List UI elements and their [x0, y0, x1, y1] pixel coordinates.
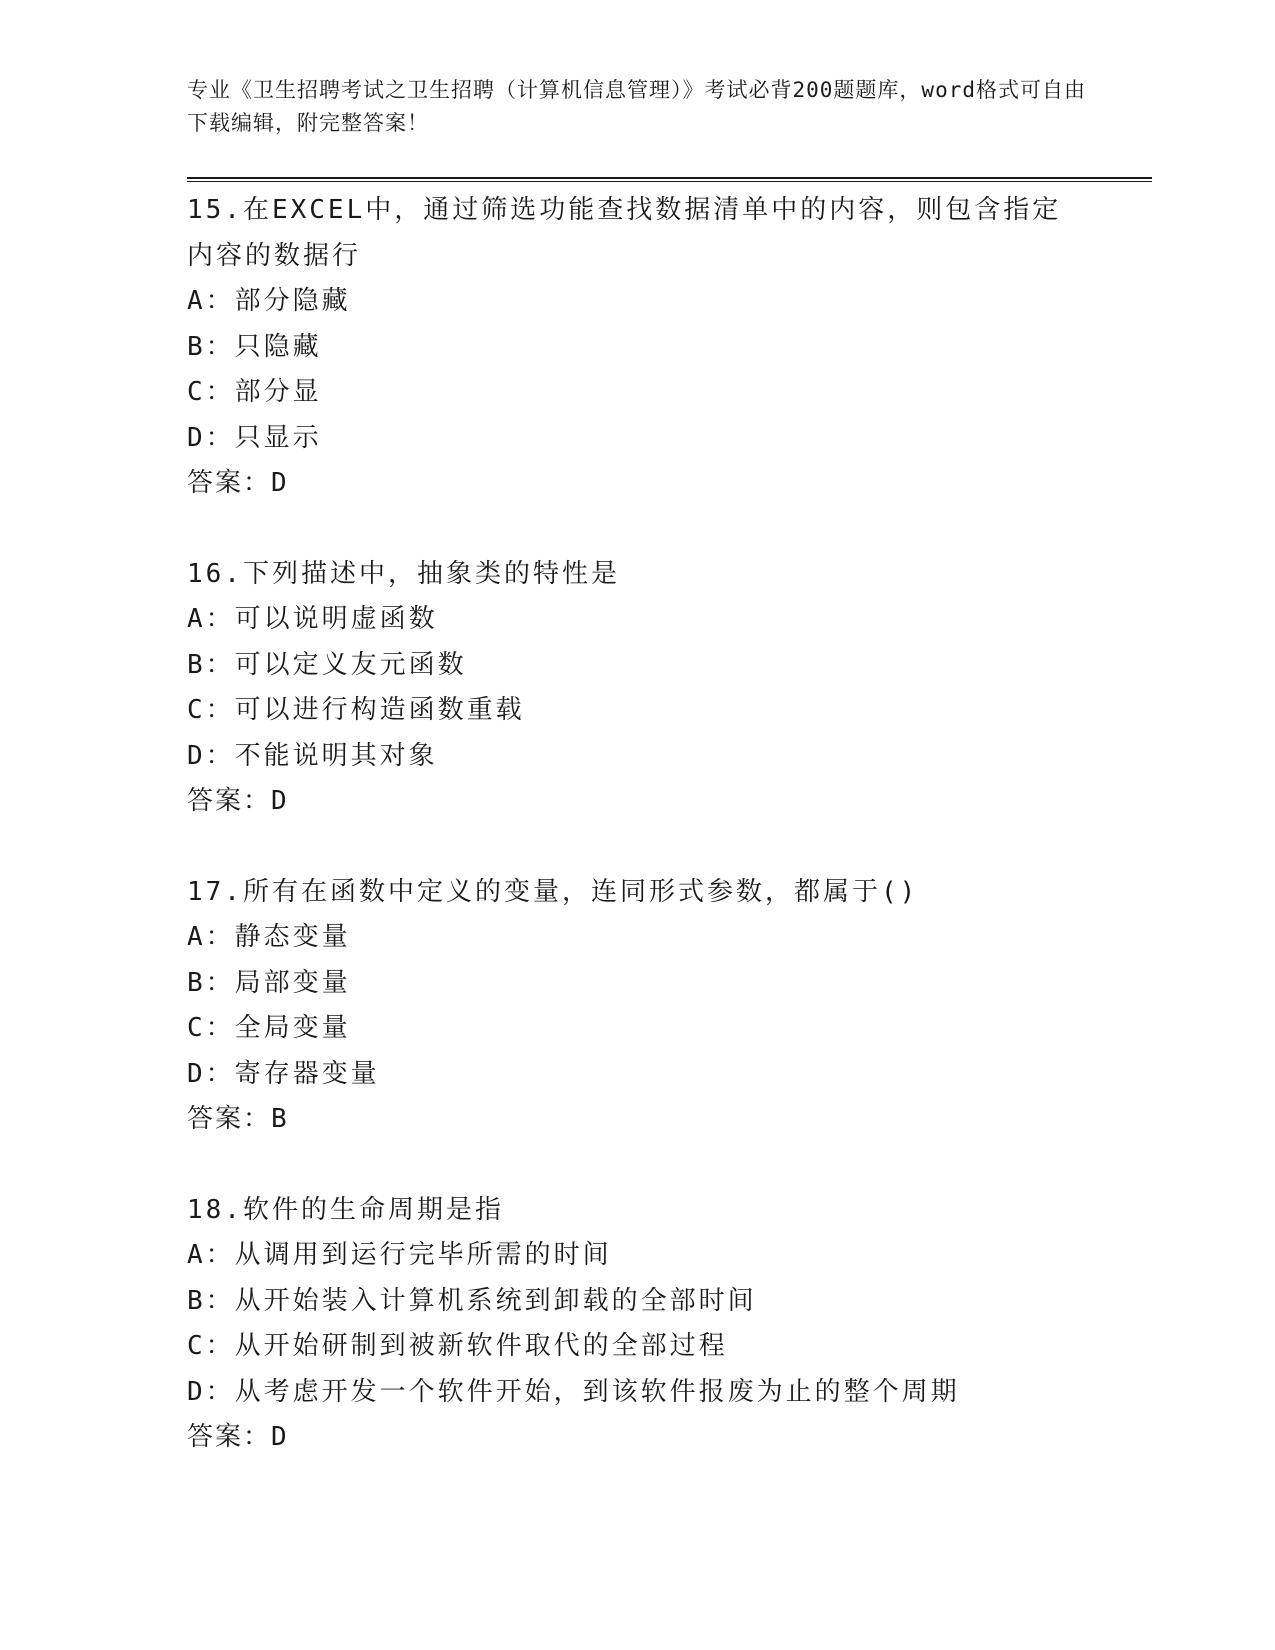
answer-value: D: [271, 786, 288, 816]
option-d: D：寄存器变量: [187, 1058, 380, 1089]
answer-line: [187, 461, 1107, 507]
option-b: B：只隐藏: [187, 331, 322, 362]
option-d: D：从考虑开发一个软件开始，到该软件报废为止的整个周期: [187, 1376, 960, 1407]
question-15: [187, 188, 1107, 507]
answer-value: D: [271, 468, 288, 498]
question-17: [187, 870, 1107, 1143]
option-d: D：不能说明其对象: [187, 740, 438, 771]
answer-label: 答案：: [187, 1104, 272, 1134]
option-c: C：可以进行构造函数重载: [187, 695, 525, 725]
option-a: A：部分隐藏: [187, 286, 351, 316]
option-b: B：局部变量: [187, 967, 351, 998]
answer-line: [187, 1415, 1107, 1461]
option-c: C：从开始研制到被新软件取代的全部过程: [187, 1331, 728, 1361]
option-b: B：可以定义友元函数: [187, 649, 467, 680]
option-b: B：从开始装入计算机系统到卸载的全部时间: [187, 1285, 757, 1316]
option-d: D：只显示: [187, 422, 322, 453]
header-divider-thin: [187, 181, 1152, 182]
question-stem: 17.所有在函数中定义的变量，连同形式参数，都属于(): [187, 876, 919, 907]
question-stem: 16.下列描述中，抽象类的特性是: [187, 558, 620, 589]
option-a: A：从调用到运行完毕所需的时间: [187, 1240, 612, 1270]
question-stem: 18.软件的生命周期是指: [187, 1194, 504, 1225]
option-c: C：全局变量: [187, 1013, 351, 1043]
question-list: [187, 188, 1107, 1461]
question-16: [187, 552, 1107, 825]
option-a: A：可以说明虚函数: [187, 604, 438, 634]
header-divider-thick: [187, 177, 1152, 179]
answer-line: [187, 779, 1107, 825]
question-stem: 15.在EXCEL中，通过筛选功能查找数据清单中的内容，则包含指定内容的数据行: [187, 195, 1062, 271]
answer-label: 答案：: [187, 468, 272, 498]
option-c: C：部分显: [187, 377, 322, 407]
answer-value: D: [271, 1422, 288, 1452]
answer-label: 答案：: [187, 1422, 272, 1452]
answer-label: 答案：: [187, 786, 272, 816]
answer-line: [187, 1097, 1107, 1143]
answer-value: B: [271, 1104, 288, 1134]
option-a: A：静态变量: [187, 922, 351, 952]
question-18: [187, 1188, 1107, 1461]
document-header: 专业《卫生招聘考试之卫生招聘（计算机信息管理）》考试必背200题题库，word格式可自由下载编辑，附完整答案！: [187, 78, 1086, 135]
